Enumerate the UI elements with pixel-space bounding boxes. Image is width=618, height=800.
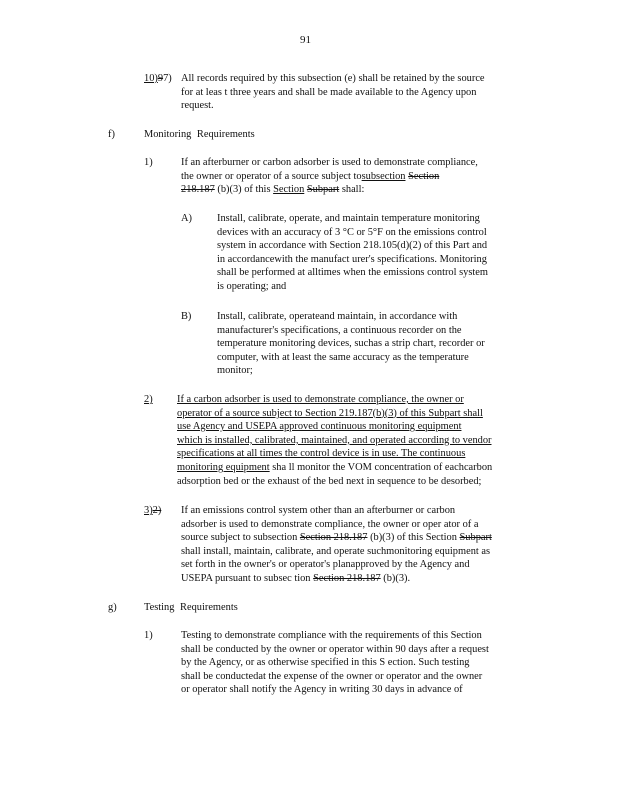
page-number: 91 [300, 34, 311, 46]
f-item-2-label: 2) [144, 394, 153, 405]
text-line: shall be conductedat the expense of the owner or operator and the owner [181, 670, 483, 682]
text-line: devices with an accuracy of 3 °C or 5°F on the emissions control [217, 226, 487, 238]
text-run: (b)(3). [383, 572, 411, 584]
f-sub-a-text [217, 212, 529, 294]
g-item-1-text [181, 629, 529, 697]
section-f-title: Monitoring Requirements [144, 129, 255, 140]
text-line: or operator shall notify the Agency in writing 30 days in advance of [181, 684, 463, 696]
item-10-label-new: 10) [144, 73, 158, 84]
text-line [177, 461, 533, 475]
f-sub-b-text [217, 310, 529, 378]
struck-text: Subpart [459, 532, 492, 544]
f-item-3-text [181, 504, 537, 586]
inserted-line: operator of a source subject to Section 219.187(b)(3) of this Subpart shall [177, 407, 483, 419]
text-line: shall install, maintain, calibrate, and operate suchmonitoring equipment as [181, 545, 491, 557]
inserted-text: monitoring equipment [177, 461, 270, 473]
f-item-1-text [181, 156, 529, 197]
text-line: Install, calibrate, operate, and maintain temperature monitoring [217, 213, 480, 224]
text-line: If an emissions control system other than an afterburner or carbon [181, 505, 456, 516]
text-run: sha ll monitor the VOM concentration of eachcarbon [272, 461, 493, 473]
text-line: shall be conducted by the owner or operator within 90 days after a request [181, 643, 489, 655]
struck-text: Section [408, 170, 440, 182]
text-line [181, 170, 529, 184]
text-line [181, 572, 537, 586]
text-run: (b)(3) of this [217, 184, 271, 196]
text-line: shall be performed at alltimes when the emissions control system [217, 267, 488, 279]
text-run: (b)(3) of this Section [370, 532, 457, 544]
item-10-text [181, 72, 529, 113]
text-line: in accordancewith the manufact urer's specifications. Monitoring [217, 253, 487, 265]
inserted-line: which is installed, calibrated, maintained, and operated according to vendor [177, 434, 492, 446]
item-3-label-new: 3) [144, 505, 153, 516]
f-item-1-label: 1) [144, 157, 153, 168]
item-3-label-old: 2) [152, 505, 162, 516]
text-line: Testing to demonstrate compliance with the requirements of this Section [181, 630, 482, 641]
text-run: the owner or operator of a source subject to [181, 170, 362, 182]
section-f-label: f) [108, 129, 115, 140]
text-line: If an afterburner or carbon adsorber is used to demonstrate compliance, [181, 157, 478, 168]
text-line: computer, with at least the same accuracy as the temperature [217, 351, 469, 363]
f-item-2-text [177, 393, 533, 488]
struck-text: Section 218.187 [313, 572, 381, 584]
text-line: request. [181, 100, 214, 112]
inserted-line: use Agency and USEPA approved continuous monitoring equipment [177, 421, 462, 433]
text-line: adsorber is used to demonstrate compliance, the owner or oper ator of a [181, 518, 479, 530]
section-g-title: Testing Requirements [144, 602, 238, 613]
text-line: monitor; [217, 365, 253, 377]
text-line [181, 531, 537, 545]
inserted-text: subsection [361, 170, 406, 182]
text-line [181, 183, 529, 197]
struck-text: 218.187 [181, 184, 215, 196]
inserted-line: If a carbon adsorber is used to demonstrate compliance, the owner or [177, 394, 464, 405]
item-10-label-old: 9 [157, 73, 164, 84]
struck-text: Section 218.187 [299, 532, 368, 544]
text-line: temperature monitoring devices, suchas a strip chart, recorder or [217, 338, 485, 350]
inserted-line: specifications at all times the control device is in use. The continuous [177, 448, 466, 460]
text-line: system in accordance with Section 218.105(d)(2) of this Part and [217, 240, 488, 252]
text-line: is operating; and [217, 280, 287, 292]
text-run: USEPA pursuant to subsec tion [181, 572, 311, 584]
f-item-3-label [144, 504, 161, 518]
f-sub-a-label: A) [181, 213, 192, 224]
text-run: shall: [341, 184, 365, 196]
item-10-label-rest: 7) [163, 73, 172, 84]
g-item-1-label: 1) [144, 630, 153, 641]
text-line: adsorption bed or the exhaust of the bed next in sequence to be desorbed; [177, 475, 482, 487]
text-line: set forth in the owner's or operator's planapproved by the Agency and [181, 559, 470, 571]
section-g-label: g) [108, 602, 117, 613]
text-line: for at leas t three years and shall be made available to the Agency upon [181, 86, 477, 98]
item-10-label [144, 72, 172, 86]
text-line: manufacturer's specifications, a continuous recorder on the [217, 324, 462, 336]
text-line: by the Agency, or as otherwise specified in this S ection. Such testing [181, 657, 470, 669]
text-run: source subject to subsection [181, 532, 298, 544]
inserted-text: Section [273, 184, 305, 196]
text-line: Install, calibrate, operateand maintain, in accordance with [217, 311, 458, 322]
text-line: All records required by this subsection (e) shall be retained by the source [181, 73, 485, 84]
f-sub-b-label: B) [181, 311, 192, 322]
struck-text: Subpart [306, 184, 340, 196]
